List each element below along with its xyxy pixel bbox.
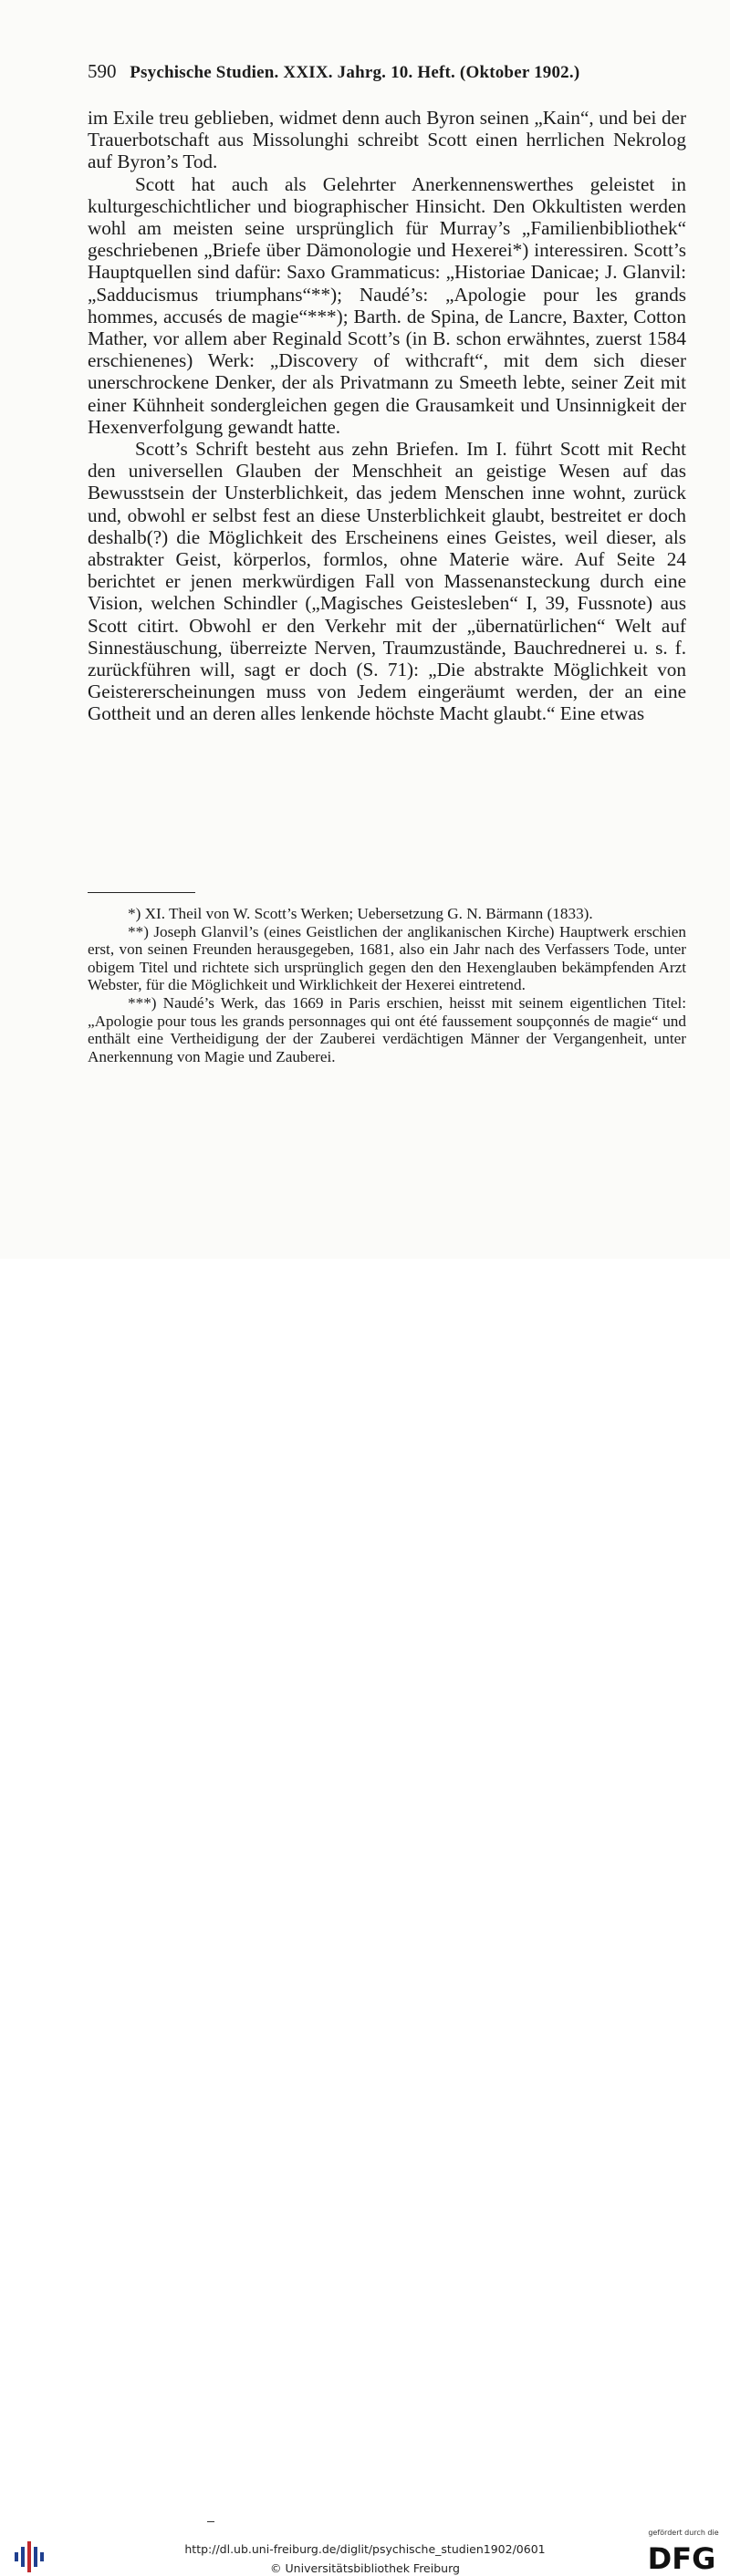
running-title: Psychische Studien. XXIX. Jahrg. 10. Heft. (Oktober 1902.) xyxy=(130,63,580,82)
dfg-tagline: gefördert durch die xyxy=(648,2529,719,2537)
copyright-notice: © Universitätsbibliothek Freiburg xyxy=(270,2561,460,2575)
footnotes xyxy=(88,905,686,1065)
footnote: **) Joseph Glanvil’s (eines Geistlichen der anglikanischen Kirche) Hauptwerk erschien erst, von seinen Freunden herausgegeben, 1681, also ein Jahr nach des Verfassers Tode, unter obigem Titel und richtete sich ursprünglich gegen den den Hexenglauben bekämpfenden Arzt Webster, für die Möglichkeit und Wirklichkeit der Hexerei eintretend. xyxy=(88,922,686,994)
divider xyxy=(207,2521,214,2522)
page-number: 590 xyxy=(88,60,117,82)
viewer-footer xyxy=(0,1259,730,2576)
paragraph: Scott’s Schrift besteht aus zehn Briefen. Im I. führt Scott mit Recht den universellen Glauben der Menschheit an geistige Wesen auf das Bewusstsein der Unsterblichkeit, das jedem Menschen inne wohnt, zurück und, obwohl er selbst fest an diese Unsterblichkeit glaubt, bestreitet er doch deshalb(?) die Möglichkeit des Erscheinens eines Geistes, weil dieser, als abstrakter Geist, körperlos, formlos, ohne Materie wäre. Auf Seite 24 berichtet er jenen merkwürdigen Fall von Massenansteckung durch eine Vision, welchen Schindler („Magisches Geistesleben“ I, 39, Fussnote) aus Scott citirt. Obwohl er den Verkehr mit der „übernatürlichen“ Welt auf Sinnestäuschung, überreizte Nerven, Traumzustände, Bauchrednerei u. s. f. zurückführen will, sagt er doch (S. 71): „Die abstrakte Möglichkeit von Geistererscheinungen muss von Jedem eingeräumt werden, der an eine Gottheit und an deren alles lenkende höchste Macht glaubt.“ Eine etwas xyxy=(88,438,686,725)
main-text xyxy=(88,107,686,725)
paragraph: Scott hat auch als Gelehrter Anerkennenswerthes geleistet in kulturgeschichtlicher und biographischer Hinsicht. Den Okkultisten werden wohl am meisten seine ursprünglich für Murray’s „Familienbibliothek“ geschriebenen „Briefe über Dämonologie und Hexerei*) interessiren. Scott’s Hauptquellen sind dafür: Saxo Grammaticus: „Historiae Danicae; J. Glanvil: „Sadducismus triumphans“**); Naudé’s: „Apologie pour les grands hommes, accusés de magie“***); Barth. de Spina, de Lancre, Baxter, Cotton Mather, vor allem aber Reginald Scott’s (in B. schon erwähntes, zuerst 1584 erschienenes) Werk: „Discovery of withcraft“, mit dem sich dieser unerschrockene Denker, der als Privatmann zu Smeeth lebte, seiner Zeit mit einer Kühnheit sondergleichen gegen die Grausamkeit und Unsinnigkeit der Hexenverfolgung gewandt hatte. xyxy=(88,172,686,438)
running-header xyxy=(88,60,672,84)
scanned-page xyxy=(0,0,730,1259)
footnote: ***) Naudé’s Werk, das 1669 in Paris erschien, heisst mit seinem eigentlichen Titel: „Apologie pour tous les grands personnages qui ont été faussement soupçonnés de magie“ und enthält eine Vertheidigung der der Zauberei verdächtigen Männer der Vergangenheit, unter Anerkennung von Magie und Zauberei. xyxy=(88,993,686,1065)
permalink-url[interactable]: http://dl.ub.uni-freiburg.de/diglit/psychische_studien1902/0601 xyxy=(184,2542,546,2556)
dfg-logo-icon xyxy=(641,2529,723,2576)
dfg-logo-text: DFG xyxy=(647,2541,716,2576)
footnote-rule xyxy=(88,892,195,893)
footnote: *) XI. Theil von W. Scott’s Werken; Uebersetzung G. N. Bärmann (1833). xyxy=(128,905,593,922)
paragraph: im Exile treu geblieben, widmet denn auch Byron seinen „Kain“, und bei der Trauerbotschaft aus Missolunghi schreibt Scott einen herrlichen Nekrolog auf Byron’s Tod. xyxy=(88,107,686,173)
